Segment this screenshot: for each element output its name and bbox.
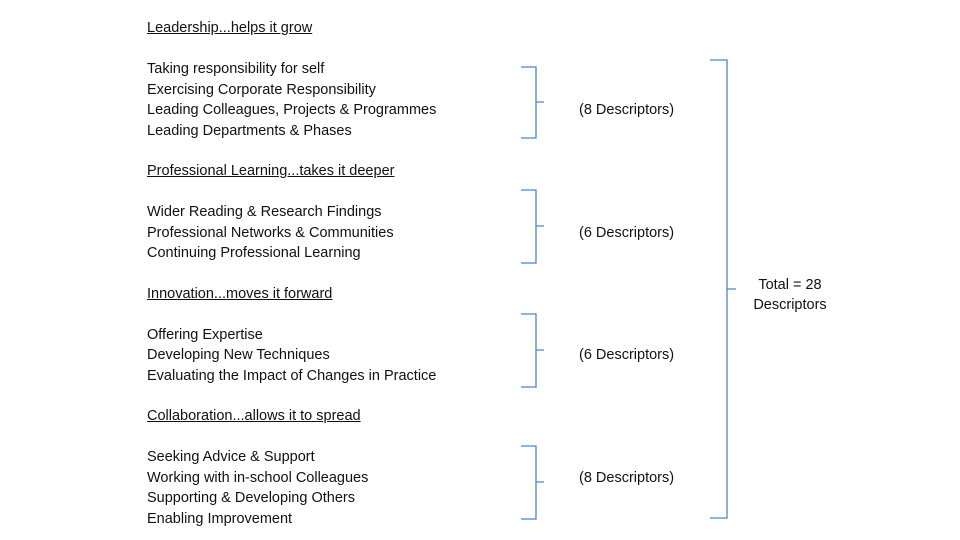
list-item: Leading Departments & Phases	[147, 122, 352, 139]
section-heading-leadership: Leadership...helps it grow	[147, 20, 313, 36]
list-item: Continuing Professional Learning	[147, 245, 361, 261]
descriptor-count-leadership: (8 Descriptors)	[579, 102, 675, 118]
list-item: Exercising Corporate Responsibility	[147, 81, 376, 98]
bracket-leadership	[521, 67, 544, 138]
total-line-1: Total = 28	[758, 277, 822, 293]
list-item: Developing New Techniques	[147, 347, 330, 363]
list-item: Professional Networks & Communities	[147, 224, 394, 241]
list-item: Seeking Advice & Support	[147, 449, 315, 465]
list-item: Working with in-school Colleagues	[147, 469, 369, 486]
descriptor-count-collaboration: (8 Descriptors)	[579, 469, 675, 486]
bracket-professional-learning	[521, 190, 544, 263]
list-item: Enabling Improvement	[147, 510, 293, 527]
bracket-collaboration	[521, 446, 544, 519]
total-line-2: Descriptors	[753, 297, 827, 313]
list-item: Evaluating the Impact of Changes in Practice	[147, 367, 437, 384]
section-heading-professional-learning: Professional Learning...takes it deeper	[147, 163, 395, 179]
list-item: Taking responsibility for self	[147, 61, 325, 77]
descriptor-count-innovation: (6 Descriptors)	[579, 347, 675, 363]
list-item: Offering Expertise	[147, 326, 263, 343]
descriptor-count-professional-learning: (6 Descriptors)	[579, 224, 675, 241]
section-heading-innovation: Innovation...moves it forward	[147, 286, 333, 302]
bracket-innovation	[521, 314, 544, 387]
list-item: Supporting & Developing Others	[147, 490, 355, 506]
section-heading-collaboration: Collaboration...allows it to spread	[147, 408, 361, 424]
list-item: Leading Colleagues, Projects & Programmes	[147, 102, 437, 118]
bracket-total	[710, 60, 736, 518]
list-item: Wider Reading & Research Findings	[147, 204, 382, 220]
